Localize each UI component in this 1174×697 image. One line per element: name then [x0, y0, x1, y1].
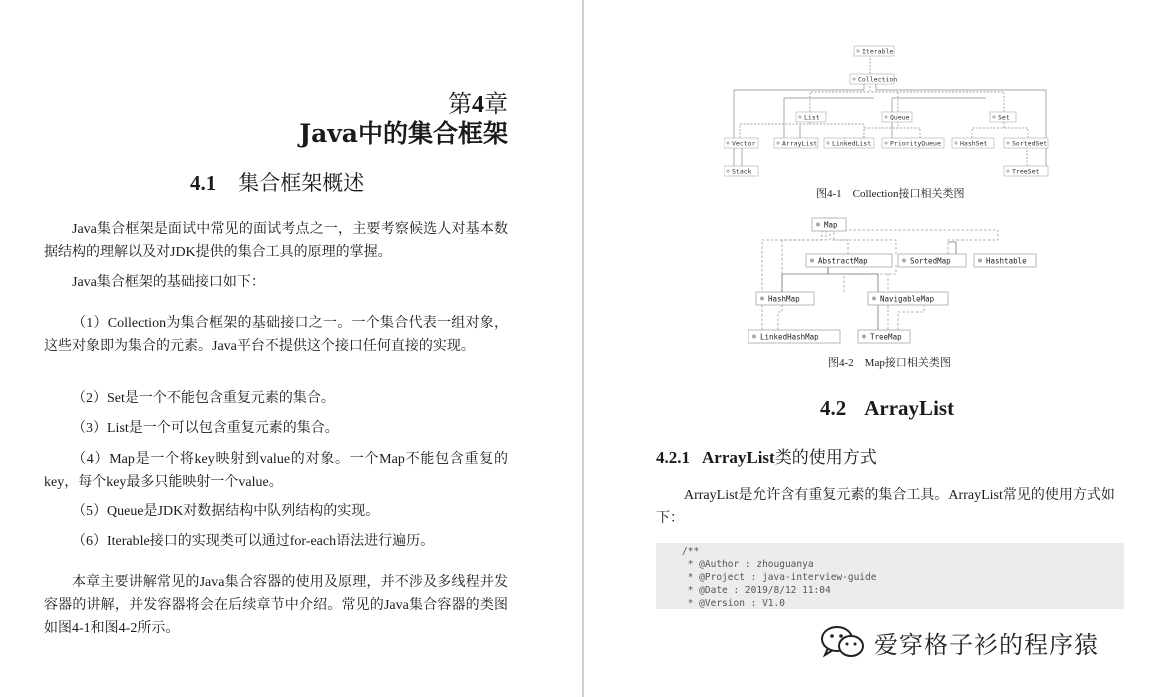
paragraph-map: （4）Map是一个将key映射到value的对象。一个Map不能包含重复的key，每个key最多只能映射一个value。	[44, 452, 508, 490]
node-treeset: TreeSet	[1012, 167, 1040, 176]
code-line: * @Date : 2019/8/12 11:04	[682, 585, 831, 596]
paragraph-interfaces-lead: Java集合框架的基础接口如下：	[72, 275, 265, 290]
node-map: Map	[824, 220, 838, 230]
node-vector: Vector	[732, 139, 756, 148]
paragraph-summary: 本章主要讲解常见的Java集合容器的使用及原理，并不涉及多线程并发容器的讲解，并发容器将会在后续章节中介绍。常见的Java集合容器的类图如图4-1和图4-2所示。	[44, 575, 508, 636]
node-hashset: HashSet	[960, 139, 988, 148]
figure1-caption: 图4-1 Collection接口相关类图	[816, 188, 965, 200]
node-queue: Queue	[890, 113, 910, 122]
code-line: * @Author : zhouguanya	[682, 559, 814, 570]
node-list: List	[804, 113, 820, 122]
node-linkedlist: LinkedList	[832, 139, 872, 148]
node-sortedset: SortedSet	[1012, 139, 1048, 148]
node-stack: Stack	[732, 167, 752, 176]
map-class-diagram	[748, 212, 1038, 348]
node-hashtable: Hashtable	[986, 256, 1027, 266]
paragraph-iterable: （6）Iterable接口的实现类可以通过for-each语法进行遍历。	[72, 534, 435, 549]
chapter-number: 第4章	[448, 90, 508, 118]
node-arraylist: ArrayList	[782, 139, 818, 148]
watermark-text: 爱穿格子衫的程序猿	[874, 630, 1099, 659]
paragraph-intro: Java集合框架是面试中常见的面试考点之一，主要考察候选人对基本数据结构的理解以及对JDK提供的集合工具的原理的掌握。	[44, 222, 508, 260]
subsection-heading: 4.2.1 ArrayList类的使用方式	[656, 448, 877, 467]
paragraph-arraylist: ArrayList是允许含有重复元素的集合工具。ArrayList常见的使用方式如下：	[656, 488, 1115, 526]
node-navigablemap: NavigableMap	[880, 294, 935, 304]
paragraph-collection: （1）Collection为集合框架的基础接口之一。一个集合代表一组对象，这些对象即为集合的元素。Java平台不提供这个接口任何直接的实现。	[44, 316, 508, 354]
right-page	[584, 0, 1174, 697]
node-abstractmap: AbstractMap	[818, 256, 868, 266]
code-line: * @Version : V1.0	[682, 598, 785, 609]
node-hashmap: HashMap	[768, 294, 800, 304]
paragraph-queue: （5）Queue是JDK对数据结构中队列结构的实现。	[72, 504, 380, 519]
wechat-icon	[820, 624, 866, 660]
node-treemap: TreeMap	[870, 332, 902, 342]
figure2-caption: 图4-2 Map接口相关类图	[828, 357, 951, 369]
node-collection: Collection	[858, 75, 898, 84]
code-line: /**	[682, 546, 700, 557]
code-line: * @Project : java-interview-guide	[682, 572, 877, 583]
node-sortedmap: SortedMap	[910, 256, 951, 266]
collection-class-diagram	[724, 40, 1054, 182]
paragraph-set: （2）Set是一个不能包含重复元素的集合。	[72, 391, 335, 406]
section-heading-arraylist: 4.2 ArrayList	[820, 396, 955, 420]
watermark	[820, 624, 1099, 660]
code-block	[656, 543, 1124, 609]
chapter-title: Java中的集合框架	[299, 119, 508, 148]
left-page	[0, 0, 582, 697]
node-set: Set	[998, 113, 1010, 122]
paragraph-list: （3）List是一个可以包含重复元素的集合。	[72, 421, 339, 436]
node-priorityqueue: PriorityQueue	[890, 139, 941, 148]
node-iterable: Iterable	[862, 47, 894, 56]
node-linkedhashmap: LinkedHashMap	[760, 332, 819, 342]
section-heading: 4.1 集合框架概述	[190, 171, 365, 195]
